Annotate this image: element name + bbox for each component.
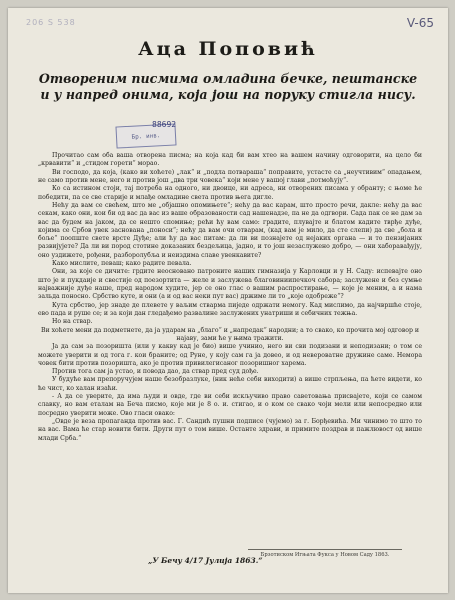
paragraph: Против тога сам ја устао, и поводa дао, да ствар пред суд дође. [52, 368, 259, 376]
inventory-stamp: Бр. инв. [115, 123, 176, 148]
letter-body [38, 152, 422, 443]
paragraph: - А да се уверите, да има људи и овде, где ви себи искључиво право саветовања присвајете, који се самом славку, но вам еталам на Беча писмо, које ми је 8 о. и. стигао, и о ком се свако чоји мели или непосредно или посредно уверити може. Ово гласи овако: [38, 393, 422, 417]
paragraph: Нећу да вам се свећем, што ме „објашно опомињете“; нећу да вас карам, што просто речи, дакле: нећу да вас секам, како они, кои би од вас да вас из ваше образованости сад нашенадзе, па не да одгвори. Сада пак се не дам за вас да будем на јаком, да се нешто спомиње; рећи ћу вам само: градите, плувајте и блатом кадите тврђе дуђе, којима се Србов увек заснована „поноси“; нећу да вам очи отварам, (кад вам је мило, да сте слепи) да све „бола и боље“ поопште свете врсте Дуђе; али ћу да вас питам: да ли ви познајете од нејаких органа — и то пензијаних развијујете? Да ли ви пород стотине доказаних бездељица, јадно, и то још незаслужено добро, — они хаборавађују, оно уздижете, рођени, разборолубља и неиздима славе увенкавите? [38, 201, 422, 259]
paragraph: „Овде је веза пропаганда против вас. Г. Сандић пушни подписе (чујемо) за г. Борђевића. Ми чинимо то што то на вас. Вама ће стар новити бити. Други пут о том више. Останте здрави, и примите поздрав и пажлювост од више млади Срба.“ [38, 418, 422, 442]
paragraph: Ко са истином стоји, тај потреба на одного, ни двоице, ни адреса, ни отворених писама у обранту; с њоме ће победити, па се све старије и млађе омладине света против њега дигле. [38, 185, 422, 201]
page-title: Аца Поповић [138, 38, 318, 60]
archive-note-right: V-65 [406, 16, 434, 30]
document-page [8, 8, 448, 593]
paragraph: Ја да сам за позоришта (или у какву кад је био) више учинио, него ви сви подизани и неподизани; о том се можете уверити и од тога г. кои бранитe; од Руне, у коју сам га ја довео, и од невероватне дружине саме. Немора човек бити против позоришта, ако је против привилегисаног позоришног харема. [38, 343, 422, 367]
paragraph: Кута србство, јер знаде де плевете у ваљим стварма пиједе одржати немогу. Кад мислимо, да најчвршће стоје, ево пада и рушe се; и за који дан гледађемо развалине заслужених унатриши и себичних тежња. [38, 301, 422, 317]
dateline: „У Бечу 4/17 Јулија 1863.“ [148, 556, 263, 565]
archive-note-left: 206 S 538 [26, 18, 76, 27]
paragraph: Они, за које се дичите: грдите неосновано патроните наших гимназија у Карловци и у Н. Саду: испевајте оно што је и пукдаије и свестије од поезортита — желе и заслужева благовиниипечкоч сабора; заслужене и без сумње најважније дуђе наше, пред народом худите, јер се оно глас о вашим распростирање, — које је меним, а и нама зальда поносно. Србство куте, и они (а и од вас неки пут вас) држиме ли то „које одобреже“? [38, 268, 422, 301]
inventory-number: 88692 [152, 120, 177, 129]
printer-imprint: Брзотиском Игњата Фукса у Новом Саду 1863. [260, 552, 390, 558]
paragraph: У будуће вам препоручујем наше безобразлуке, (ник неће себи виходити) а више стрпљења, па ћете видети, ко ће чист, ко халан изаћи. [38, 376, 422, 392]
divider [248, 549, 402, 550]
paragraph: Прочитао сам оба ваша отворена писма; на која кад би вам хтео на вашем начину одговорити, на цело би „крвавити“ и „стидом горети“ морао. [38, 152, 422, 168]
paragraph: Ви господо, да која, (како ви хоћете) „лак“ и „подла потвараша“ поправите, устасте са „неучтивим“ опадањем, не само против мене, него и против још „два три човека“ који мене у вашој глави „потмоћују“. [38, 168, 422, 184]
paragraph: Како мислите, певаш; како радите певала. [52, 260, 192, 268]
paragraph: Ви хоћете мени да подметнете, да ја ударам на „благо“ и „напредак“ народни; а то свако, ко прочита мој одговор и најаву, зами ће у њима тражити. [41, 326, 419, 342]
page-subtitle: Отвореним писмима омладина бечке, пештанске и у напред онима, која још на поруку стигла нису. [38, 71, 418, 102]
paragraph: Но на ствар. [52, 318, 93, 326]
